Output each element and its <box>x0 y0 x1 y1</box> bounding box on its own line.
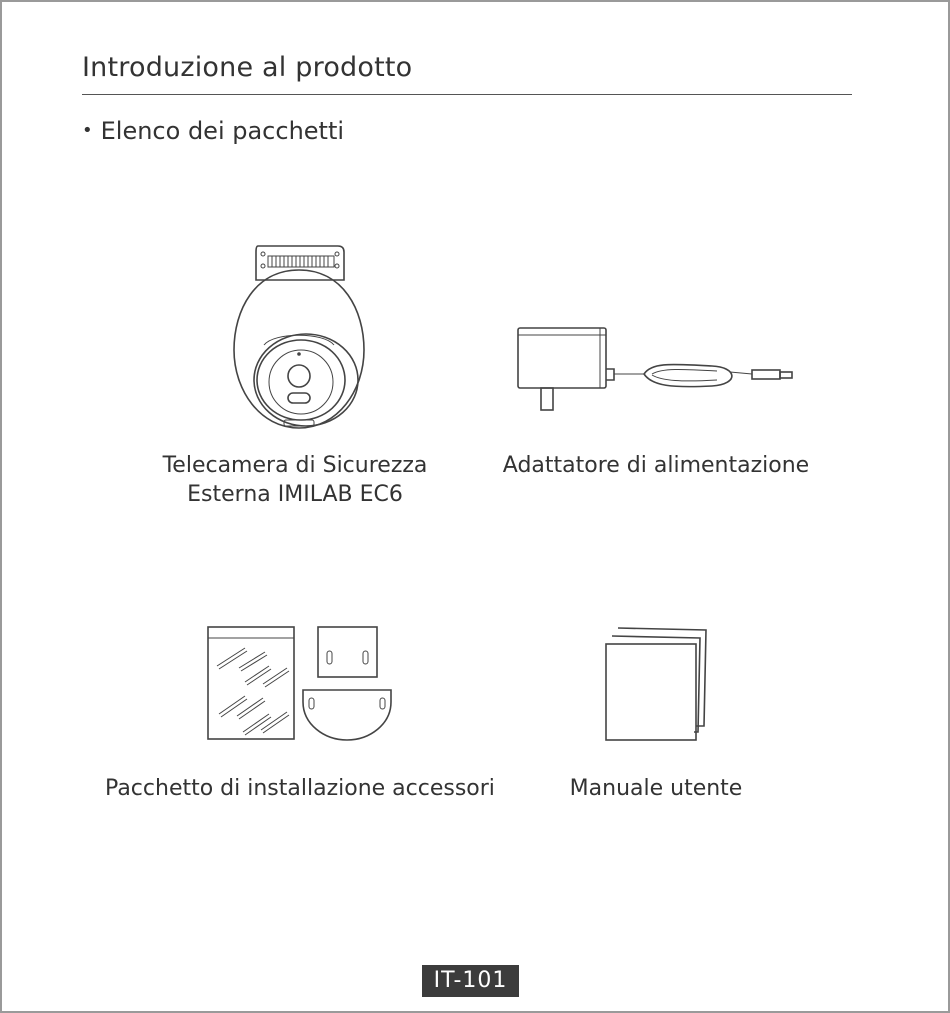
camera-illustration <box>228 240 373 432</box>
title-divider <box>82 94 852 95</box>
bullet-glyph: • <box>82 120 93 141</box>
camera-caption-line1: Telecamera di Sicurezza <box>162 453 428 478</box>
adapter-caption: Adattatore di alimentazione <box>502 453 810 478</box>
camera-caption <box>145 451 445 509</box>
page-number: IT-101 <box>422 965 519 997</box>
manual-illustration <box>602 624 714 744</box>
page-title: Introduzione al prodotto <box>82 52 413 83</box>
accessories-caption: Pacchetto di installazione accessori <box>105 776 495 801</box>
adapter-illustration <box>512 322 797 418</box>
section-heading-label: Elenco dei pacchetti <box>100 117 345 145</box>
manual-caption: Manuale utente <box>569 776 743 801</box>
section-heading <box>82 117 344 145</box>
camera-caption-line2: Esterna IMILAB EC6 <box>187 482 403 507</box>
accessories-illustration <box>205 624 395 744</box>
